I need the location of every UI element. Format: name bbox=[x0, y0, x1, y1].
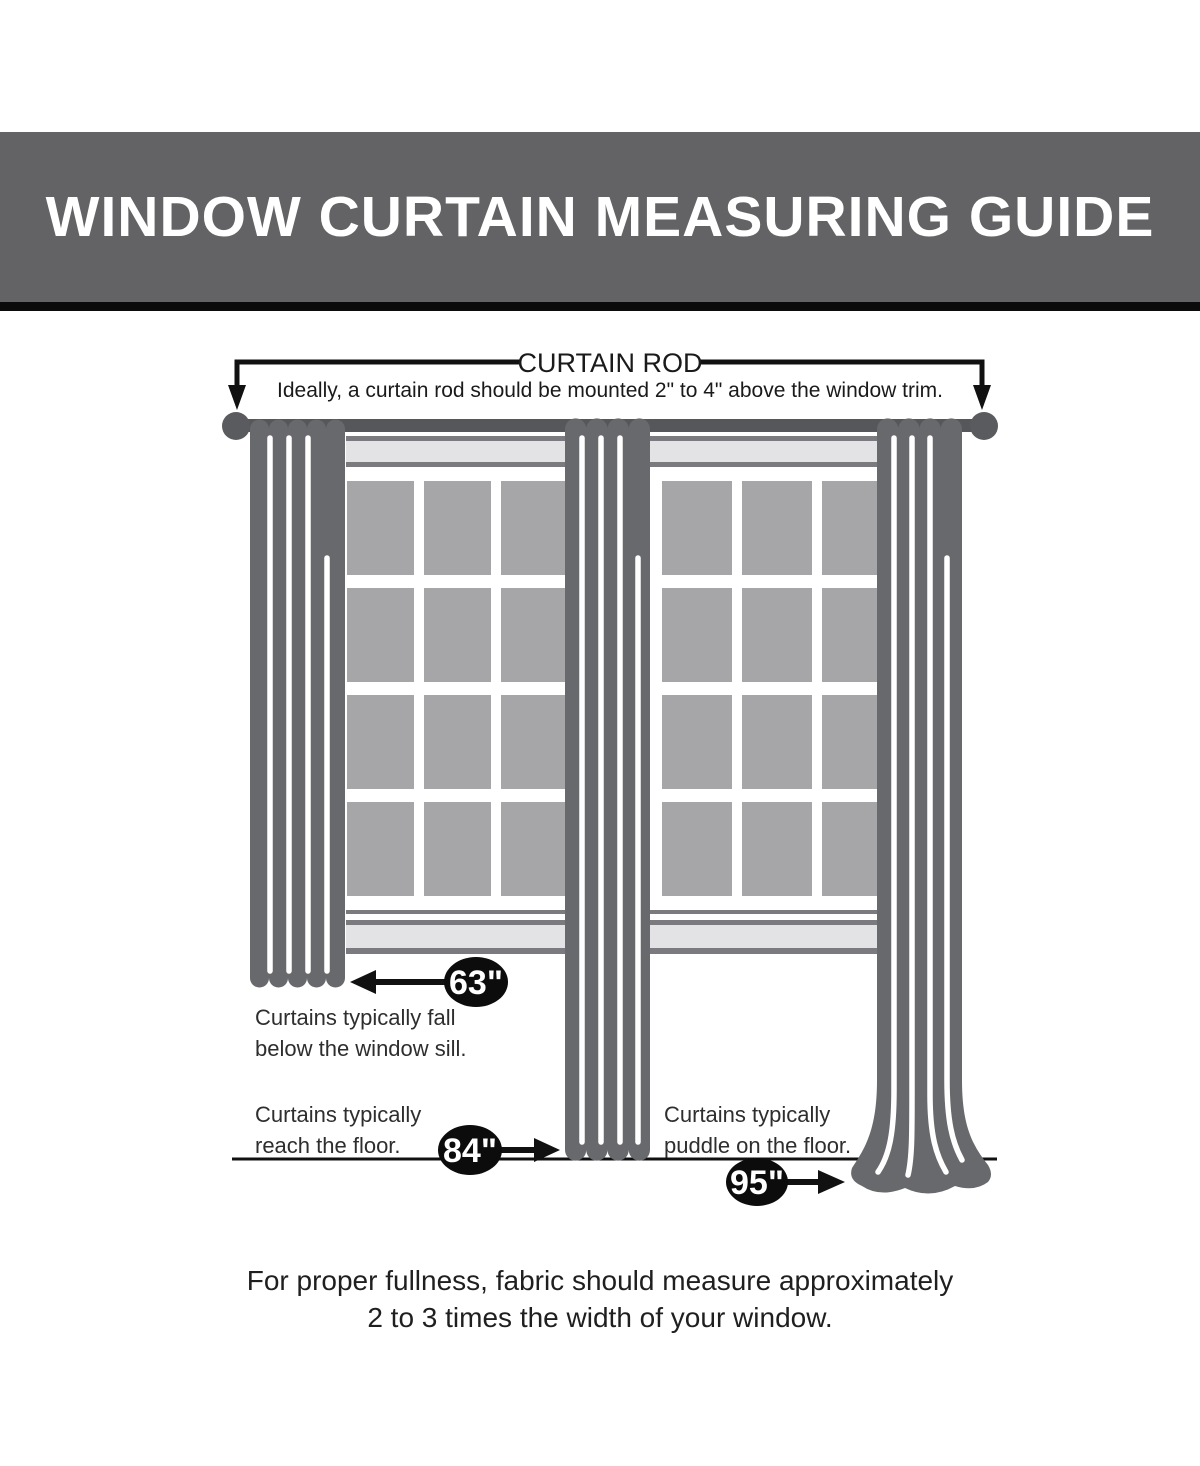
fullness-note-line1: For proper fullness, fabric should measure approximately bbox=[246, 1265, 954, 1296]
caption-sill-line1: Curtains typically fall bbox=[255, 1005, 456, 1030]
page-title: WINDOW CURTAIN MEASURING GUIDE bbox=[45, 185, 1155, 249]
fullness-note bbox=[0, 1262, 1200, 1336]
header-banner bbox=[0, 132, 1200, 302]
curtain-diagram bbox=[0, 330, 1200, 1230]
measurement-floor bbox=[255, 1102, 560, 1175]
curtain-panel-sill-length bbox=[250, 420, 345, 988]
caption-sill-line2: below the window sill. bbox=[255, 1036, 467, 1061]
right-arrow-icon-95 bbox=[818, 1170, 845, 1194]
down-arrow-icon-right bbox=[973, 385, 991, 410]
badge-63-value: 63" bbox=[449, 964, 503, 1002]
curtain-rod-note: Ideally, a curtain rod should be mounted 2" to 4" above the window trim. bbox=[277, 379, 943, 402]
curtain-rod-callout bbox=[228, 348, 991, 410]
down-arrow-icon-left bbox=[228, 385, 246, 410]
header-banner-underline bbox=[0, 302, 1200, 311]
fullness-note-line2: 2 to 3 times the width of your window. bbox=[367, 1302, 833, 1333]
rod-finial-left bbox=[222, 412, 250, 440]
caption-puddle-line1: Curtains typically bbox=[664, 1102, 831, 1127]
caption-floor-line1: Curtains typically bbox=[255, 1102, 422, 1127]
caption-floor-line2: reach the floor. bbox=[255, 1133, 401, 1158]
curtain-panel-floor-length bbox=[565, 418, 650, 1160]
rod-finial-right bbox=[970, 412, 998, 440]
badge-84-value: 84" bbox=[443, 1132, 497, 1170]
badge-95-value: 95" bbox=[730, 1164, 784, 1202]
measurement-puddle bbox=[664, 1102, 851, 1206]
curtain-rod-label: CURTAIN ROD bbox=[517, 348, 703, 378]
left-arrow-icon-63 bbox=[350, 970, 376, 994]
caption-puddle-line2: puddle on the floor. bbox=[664, 1133, 852, 1158]
